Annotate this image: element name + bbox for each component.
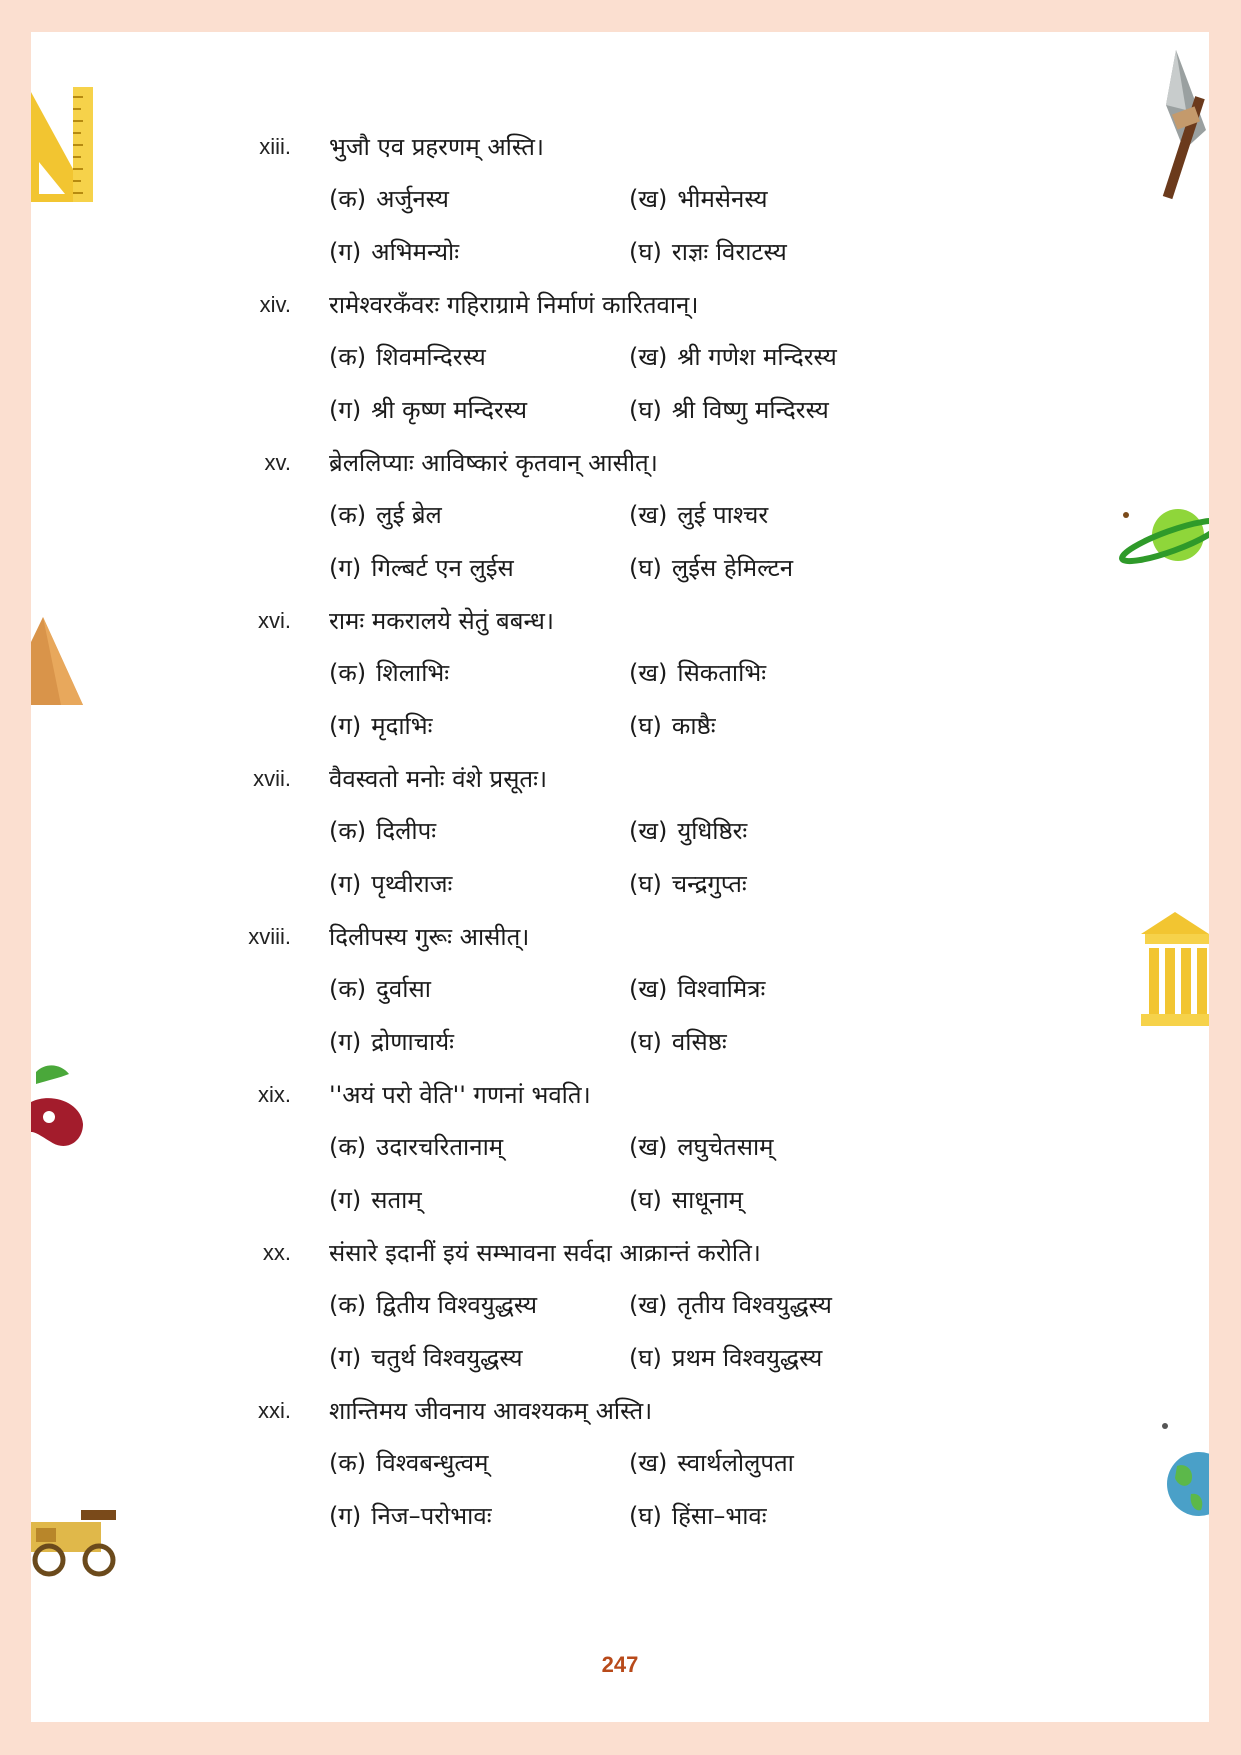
option-label: (घ) <box>629 1028 662 1056</box>
option-text: सताम् <box>371 1186 422 1214</box>
question-text: शान्तिमय जीवनाय आवश्यकम् अस्ति। <box>329 1397 653 1425</box>
option-gha <box>629 232 787 272</box>
option-text: पृथ्वीराजः <box>371 870 453 898</box>
option-label: (क) <box>329 1449 367 1477</box>
question-text: रामेश्वरकँवरः गहिराग्रामे निर्माणं कारितवान्। <box>329 291 699 319</box>
option-ka <box>329 969 431 1009</box>
option-label: (क) <box>329 185 367 213</box>
option-label: (घ) <box>629 712 662 740</box>
option-label: (घ) <box>629 870 662 898</box>
question-item <box>31 601 1209 759</box>
question-text: संसारे इदानीं इयं सम्भावना सर्वदा आक्रान्तं करोति। <box>329 1239 761 1267</box>
option-text: अभिमन्योः <box>371 238 460 266</box>
option-text: श्री विष्णु मन्दिरस्य <box>671 396 829 424</box>
question-number: xx. <box>262 1240 291 1265</box>
option-label: (क) <box>329 343 367 371</box>
option-kha <box>629 179 768 219</box>
option-ga <box>329 390 527 430</box>
question-text: भुजौ एव प्रहरणम् अस्ति। <box>329 133 544 161</box>
question-item <box>31 127 1209 285</box>
option-text: वसिष्ठः <box>671 1028 727 1056</box>
option-ga <box>329 1180 422 1220</box>
option-gha <box>629 1180 743 1220</box>
question-item <box>31 1233 1209 1391</box>
option-ka <box>329 337 486 377</box>
option-label: (ख) <box>629 1291 668 1319</box>
question-number: xvi. <box>258 608 291 633</box>
option-text: काष्ठैः <box>671 712 716 740</box>
question-number: xiii. <box>259 134 291 159</box>
option-label: (घ) <box>629 238 662 266</box>
option-text: प्रथम विश्वयुद्धस्य <box>671 1344 823 1372</box>
option-kha <box>629 811 747 851</box>
question-text: रामः मकरालये सेतुं बबन्ध। <box>329 607 554 635</box>
option-gha <box>629 548 793 588</box>
option-text: विश्वामित्रः <box>677 975 766 1003</box>
option-ka <box>329 1285 537 1325</box>
question-number: xv. <box>264 450 291 475</box>
option-ga <box>329 706 433 746</box>
option-text: दुर्वासा <box>376 975 431 1003</box>
option-label: (क) <box>329 975 367 1003</box>
option-label: (ग) <box>329 1028 362 1056</box>
question-number: xxi. <box>258 1398 291 1423</box>
option-text: गिल्बर्ट एन लुईस <box>371 554 514 582</box>
page <box>31 32 1209 1722</box>
option-label: (ख) <box>629 975 668 1003</box>
option-text: शिलाभिः <box>376 659 450 687</box>
option-label: (ख) <box>629 659 668 687</box>
option-label: (क) <box>329 1133 367 1161</box>
option-text: लघुचेतसाम् <box>677 1133 774 1161</box>
question-item <box>31 759 1209 917</box>
option-label: (ख) <box>629 1449 668 1477</box>
question-text: दिलीपस्य गुरूः आसीत्। <box>329 923 530 951</box>
option-label: (ग) <box>329 238 362 266</box>
question-text: वैवस्वतो मनोः वंशे प्रसूतः। <box>329 765 548 793</box>
option-text: श्री कृष्ण मन्दिरस्य <box>371 396 528 424</box>
option-label: (ग) <box>329 712 362 740</box>
option-ga <box>329 864 452 904</box>
option-label: (क) <box>329 817 367 845</box>
option-kha <box>629 969 765 1009</box>
option-text: हिंसा–भावः <box>671 1502 767 1530</box>
option-label: (ग) <box>329 1344 362 1372</box>
option-ga <box>329 548 514 588</box>
option-kha <box>629 1443 794 1483</box>
option-text: लुईस हेमिल्टन <box>671 554 794 582</box>
option-gha <box>629 390 829 430</box>
option-text: चन्द्रगुप्तः <box>671 870 747 898</box>
option-kha <box>629 1285 832 1325</box>
option-label: (ख) <box>629 343 668 371</box>
question-number: xvii. <box>253 766 291 791</box>
option-gha <box>629 1022 727 1062</box>
option-ka <box>329 811 436 851</box>
option-kha <box>629 495 768 535</box>
option-text: मृदाभिः <box>371 712 433 740</box>
option-ka <box>329 653 449 693</box>
option-text: भीमसेनस्य <box>677 185 768 213</box>
option-text: दिलीपः <box>376 817 437 845</box>
question-item <box>31 1391 1209 1549</box>
option-label: (ख) <box>629 817 668 845</box>
option-text: राज्ञः विराटस्य <box>671 238 787 266</box>
option-ka <box>329 1127 503 1167</box>
option-text: सिकताभिः <box>677 659 767 687</box>
option-text: निज–परोभावः <box>371 1502 492 1530</box>
option-label: (ग) <box>329 1186 362 1214</box>
option-label: (घ) <box>629 554 662 582</box>
option-ka <box>329 1443 488 1483</box>
option-text: स्वार्थलोलुपता <box>677 1449 794 1477</box>
option-label: (ग) <box>329 396 362 424</box>
option-gha <box>629 864 747 904</box>
option-label: (क) <box>329 1291 367 1319</box>
option-label: (घ) <box>629 396 662 424</box>
question-item <box>31 285 1209 443</box>
option-text: शिवमन्दिरस्य <box>376 343 486 371</box>
question-item <box>31 1075 1209 1233</box>
option-text: लुई ब्रेल <box>376 501 442 529</box>
option-text: विश्वबन्धुत्वम् <box>376 1449 489 1477</box>
question-text: ब्रेललिप्याः आविष्कारं कृतवान् आसीत्। <box>329 449 658 477</box>
option-text: अर्जुनस्य <box>376 185 449 213</box>
option-gha <box>629 1338 822 1378</box>
option-label: (ग) <box>329 870 362 898</box>
option-text: उदारचरितानाम् <box>376 1133 504 1161</box>
option-ga <box>329 232 459 272</box>
option-text: द्वितीय विश्वयुद्धस्य <box>376 1291 538 1319</box>
option-label: (घ) <box>629 1344 662 1372</box>
question-number: xiv. <box>259 292 291 317</box>
option-label: (ख) <box>629 185 668 213</box>
option-ka <box>329 495 442 535</box>
option-text: चतुर्थ विश्वयुद्धस्य <box>371 1344 523 1372</box>
page-number: 247 <box>601 1652 639 1677</box>
question-item <box>31 443 1209 601</box>
option-label: (घ) <box>629 1502 662 1530</box>
option-label: (ग) <box>329 1502 362 1530</box>
option-text: लुई पाश्चर <box>677 501 769 529</box>
option-text: द्रोणाचार्यः <box>371 1028 455 1056</box>
option-kha <box>629 1127 774 1167</box>
option-label: (घ) <box>629 1186 662 1214</box>
question-number: xix. <box>258 1082 291 1107</box>
option-kha <box>629 337 837 377</box>
question-item <box>31 917 1209 1075</box>
option-ka <box>329 179 449 219</box>
option-text: श्री गणेश मन्दिरस्य <box>677 343 837 371</box>
option-text: तृतीय विश्वयुद्धस्य <box>677 1291 832 1319</box>
option-text: साधूनाम् <box>671 1186 744 1214</box>
question-text: ''अयं परो वेति'' गणनां भवति। <box>329 1081 591 1109</box>
option-gha <box>629 706 716 746</box>
option-label: (ग) <box>329 554 362 582</box>
option-label: (ख) <box>629 1133 668 1161</box>
option-kha <box>629 653 766 693</box>
option-text: युधिष्ठिरः <box>677 817 748 845</box>
option-ga <box>329 1496 492 1536</box>
question-number: xviii. <box>248 924 291 949</box>
option-ga <box>329 1022 454 1062</box>
option-label: (क) <box>329 501 367 529</box>
question-list <box>31 127 1209 1549</box>
option-gha <box>629 1496 767 1536</box>
option-label: (क) <box>329 659 367 687</box>
option-ga <box>329 1338 523 1378</box>
option-label: (ख) <box>629 501 668 529</box>
